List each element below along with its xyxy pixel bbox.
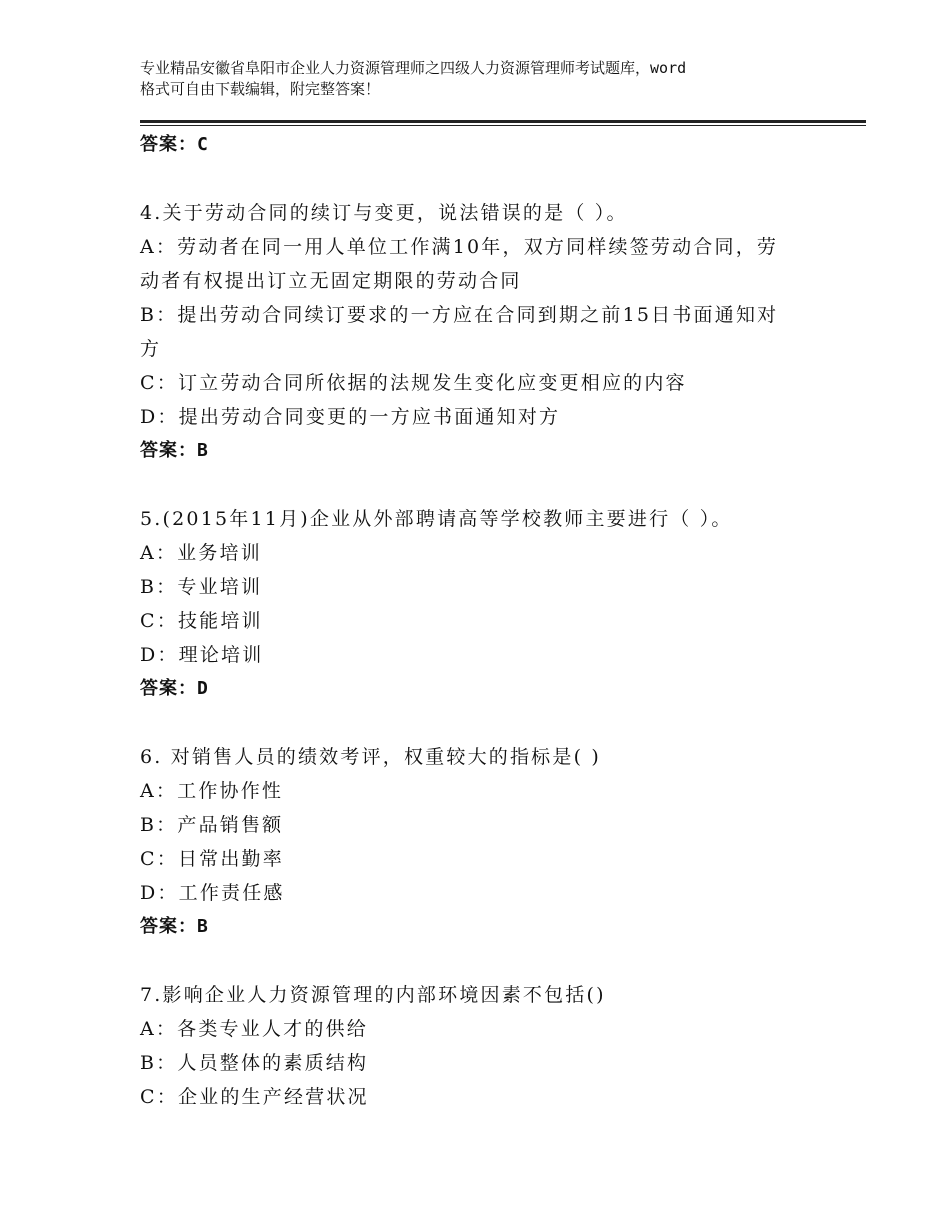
question-option-line: D：提出劳动合同变更的一方应书面通知对方 <box>140 406 561 428</box>
question-option-line: B：提出劳动合同续订要求的一方应在合同到期之前15日书面通知对 <box>140 304 779 326</box>
question-block <box>140 978 820 1114</box>
question-option-line: D：工作责任感 <box>140 882 285 904</box>
question-option-line: B：产品销售额 <box>140 814 284 836</box>
previous-answer: 答案：C <box>140 134 209 155</box>
question-option-line: A：各类专业人才的供给 <box>140 1018 368 1040</box>
question-option-line: A：劳动者在同一用人单位工作满10年，双方同样续签劳动合同，劳 <box>140 236 779 258</box>
question-answer: 答案：B <box>140 440 209 461</box>
question-option-line: C：订立劳动合同所依据的法规发生变化应变更相应的内容 <box>140 372 687 394</box>
header-rule-thin <box>140 125 866 126</box>
question-gap <box>140 706 820 740</box>
header-title-line-1: 专业精品安徽省阜阳市企业人力资源管理师之四级人力资源管理师考试题库，word <box>140 59 687 77</box>
question-block <box>140 196 820 468</box>
question-option-line: 动者有权提出订立无固定期限的劳动合同 <box>140 270 522 292</box>
question-option-line: B：人员整体的素质结构 <box>140 1052 369 1074</box>
question-option-line: C：企业的生产经营状况 <box>140 1086 369 1108</box>
question-answer: 答案：D <box>140 678 209 699</box>
question-answer: 答案：B <box>140 916 209 937</box>
question-stem: 6. 对销售人员的绩效考评，权重较大的指标是( ) <box>140 746 602 768</box>
question-option-line: 方 <box>140 338 162 360</box>
document-header <box>140 58 840 100</box>
question-stem: 4.关于劳动合同的续订与变更，说法错误的是（ ）。 <box>140 202 628 224</box>
questions-container <box>140 162 820 1114</box>
question-stem: 7.影响企业人力资源管理的内部环境因素不包括() <box>140 984 606 1006</box>
question-gap <box>140 162 820 196</box>
question-option-line: C：日常出勤率 <box>140 848 284 870</box>
question-option-line: C：技能培训 <box>140 610 263 632</box>
header-rule-thick <box>140 120 866 123</box>
header-title-line-2: 格式可自由下载编辑，附完整答案！ <box>140 80 381 98</box>
question-option-line: A：业务培训 <box>140 542 262 564</box>
question-stem: 5.(2015年11月)企业从外部聘请高等学校教师主要进行（ ）。 <box>140 508 733 530</box>
question-block <box>140 502 820 706</box>
question-list <box>140 128 820 1114</box>
question-option-line: D：理论培训 <box>140 644 264 666</box>
question-option-line: A：工作协作性 <box>140 780 284 802</box>
question-gap <box>140 944 820 978</box>
question-gap <box>140 468 820 502</box>
question-block <box>140 740 820 944</box>
question-option-line: B：专业培训 <box>140 576 263 598</box>
